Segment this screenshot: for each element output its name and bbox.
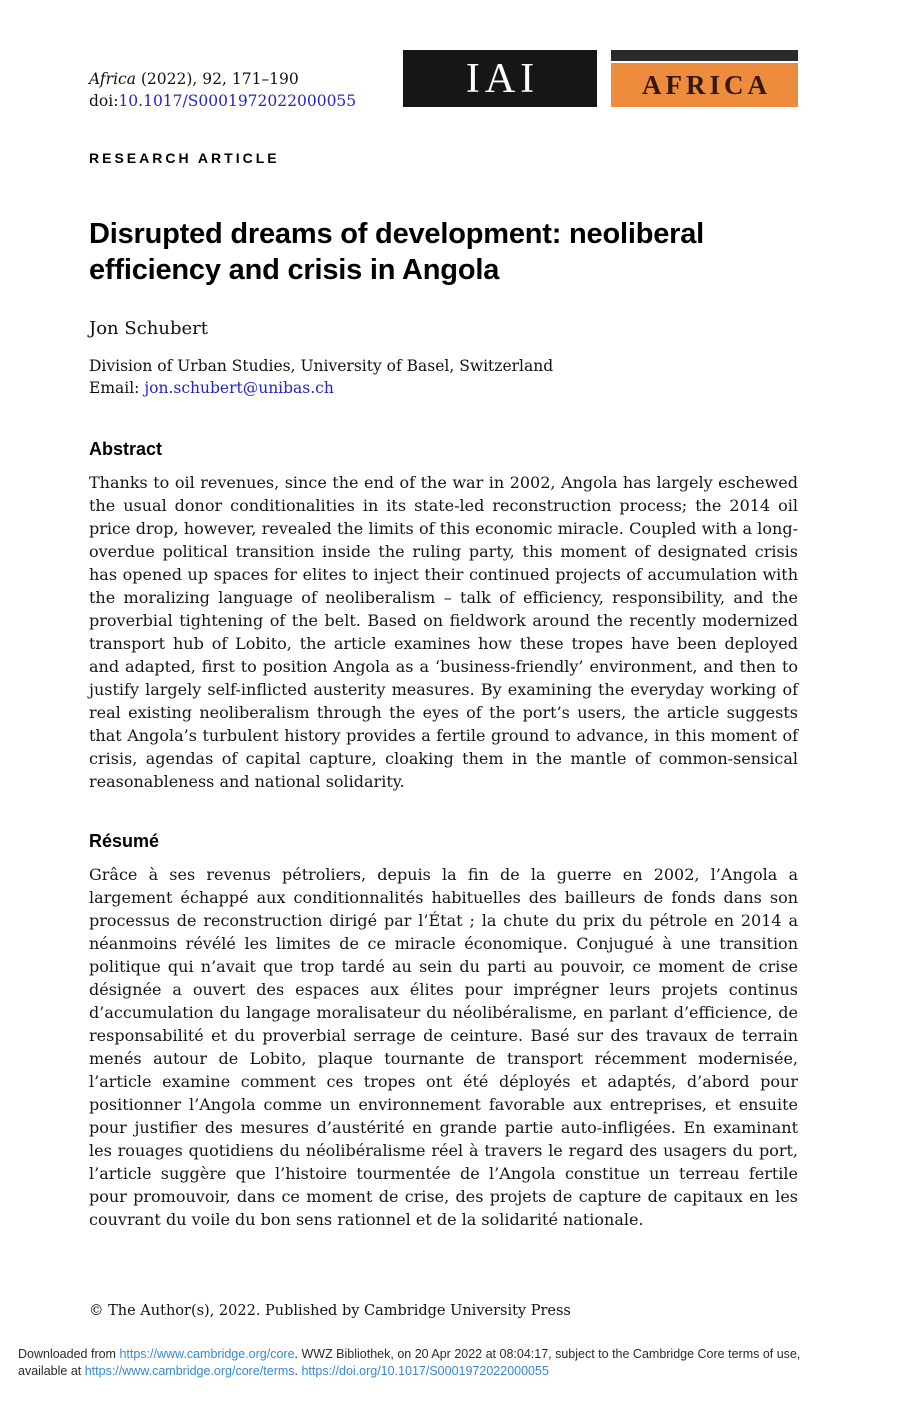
download-notice [18, 1346, 878, 1379]
author-affiliation: Division of Urban Studies, University of Basel, Switzerland [89, 357, 554, 375]
iai-logo-text: IAI [465, 55, 540, 102]
available-at-label: available at [18, 1363, 85, 1378]
africa-logo-field [611, 63, 798, 107]
journal-citation-block [89, 68, 356, 112]
email-link[interactable]: jon.schubert@unibas.ch [144, 379, 334, 397]
doi-line [89, 90, 356, 112]
resume-heading: Résumé [89, 831, 160, 851]
download-notice-prefix: Downloaded from [18, 1347, 120, 1361]
journal-citation [89, 68, 356, 90]
footer-separator: . [294, 1363, 302, 1378]
download-notice-middle: . WWZ Bibliothek, on 20 Apr 2022 at 08:04:17, subject to the Cambridge Core terms of use, [294, 1347, 801, 1361]
footer-doi-link[interactable]: https://doi.org/10.1017/S0001972022000055 [301, 1363, 549, 1378]
abstract-text: Thanks to oil revenues, since the end of the war in 2002, Angola has largely eschewed the usual donor conditionalities in its state-led reconstruction process; the 2014 oil price drop, however, revealed the limits of this economic miracle. Coupled with a long-overdue political transition inside the ruling party, this moment of designated crisis has opened up spaces for elites to inject their continued projects of accumulation with the moralizing language of neoliberalism – talk of efficiency, responsibility, and the proverbial tightening of the belt. Based on fieldwork around the recently modernized transport hub of Lobito, the article examines how these tropes have been deployed and adapted, first to position Angola as a ‘business-friendly’ environment, and then to justify largely self-inflicted austerity measures. By examining the everyday working of real existing neoliberalism through the eyes of the port’s users, the article suggests that Angola’s turbulent history provides a fertile ground to advance, in this moment of crisis, agendas of capital capture, cloaking them in the mantle of common-sensical reasonableness and national solidarity. [89, 473, 798, 791]
author-email-line [89, 377, 798, 399]
publisher-logos [403, 50, 798, 107]
iai-logo [403, 50, 597, 107]
email-label: Email: [89, 379, 145, 397]
journal-issue-pages: (2022), 92, 171–190 [135, 70, 299, 88]
abstract-heading: Abstract [89, 439, 163, 459]
journal-name: Africa [89, 70, 136, 88]
africa-logo-top-bar [611, 50, 798, 63]
africa-logo-text: AFRICA [642, 69, 771, 100]
page-title: Disrupted dreams of development: neoliberal efficiency and crisis in Angola [89, 218, 705, 286]
core-terms-link[interactable]: https://www.cambridge.org/core/terms [84, 1363, 295, 1378]
article-type-label: RESEARCH ARTICLE [89, 150, 280, 166]
download-notice-line2 [18, 1363, 878, 1380]
copyright-notice: © The Author(s), 2022. Published by Cambridge University Press [89, 1303, 571, 1319]
cambridge-core-link[interactable]: https://www.cambridge.org/core [119, 1347, 295, 1361]
author-name: Jon Schubert [89, 318, 208, 339]
page-header [89, 50, 798, 112]
doi-label: doi: [89, 92, 119, 110]
doi-link[interactable]: 10.1017/S0001972022000055 [118, 92, 357, 110]
resume-text: Grâce à ses revenus pétroliers, depuis la fin de la guerre en 2002, l’Angola a largement échappé aux conditionnalités habituelles des bailleurs de fonds dans son processus de reconstruction dirigé par l’État ; la chute du prix du pétrole en 2014 a néanmoins révélé les limites de ce miracle économique. Conjugué à une transition politique qui n’avait que trop tardé au sein du parti au pouvoir, ce moment de crise désignée a ouvert des espaces aux élites pour imprégner leurs projets continus d’accumulation du langage moralisateur du néolibéralisme, en parlant d’efficience, de responsabilité et du proverbial serrage de ceinture. Basé sur des travaux de terrain menés autour de Lobito, plaque tournante de transport récemment modernisée, l’article examine comment ces tropes ont été déployés et adaptés, d’abord pour positionner l’Angola comme un environnement favorable aux entreprises, et ensuite pour justifier des mesures d’austérité en grande partie auto-infligées. En examinant les rouages quotidiens du néolibéralisme réel à travers le regard des usagers du port, l’article suggère que l’histoire tourmentée de l’Angola constitue un terreau fertile pour promouvoir, dans ce moment de crise, des projets de capture de capitaux en les couvrant du voile du bon sens rationnel et de la solidarité nationale. [89, 865, 798, 1229]
author-affiliation-block [89, 355, 798, 399]
article-first-page [0, 50, 898, 1406]
africa-journal-logo [611, 50, 798, 107]
download-notice-line1 [18, 1346, 878, 1363]
